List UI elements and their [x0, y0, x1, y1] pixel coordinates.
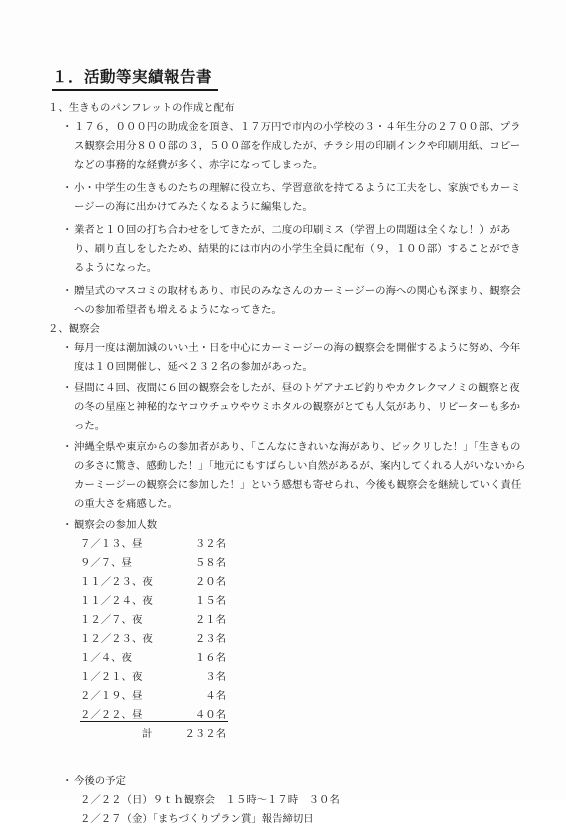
total-label: 計: [142, 728, 153, 740]
bullet-text: 小・中学生の生きものたちの理解に役立ち、学習意欲を持てるように工夫をし、家族でもカーミージーの海に出かけてみたくなるように編集した。: [74, 182, 521, 213]
session-count: ２０名: [194, 576, 226, 588]
bullet-marker: ・: [62, 775, 73, 787]
bullet-text: 贈呈式のマスコミの取材もあり、市民のみなさんのカーミージーの海への関心も深まり、観察会への参加希望者も増えるようになってきた。: [74, 285, 521, 316]
session-date: １１／２３、夜: [80, 576, 153, 588]
schedule-heading-text: 今後の予定: [74, 775, 126, 787]
section-1-bullet-4: [48, 282, 526, 320]
list-item: [80, 687, 526, 706]
bullet-marker: ・: [62, 224, 73, 236]
total-rule: [80, 721, 228, 722]
section-2-heading: ２、観察会: [48, 323, 100, 335]
bullet-text: １７６，０００円の助成金を頂き、１７万円で市内の小学校の３・４年生分の２７００部、プラス観察会用分８００部の３，５００部を作成したが、チラシ用の印刷インクや印刷用紙、コピーなどの事務的な経費が多く、赤字になってしまった。: [74, 121, 521, 171]
section-1-bullet-3: [48, 221, 526, 278]
participants-heading: [48, 516, 526, 535]
session-count: ５８名: [194, 557, 226, 569]
bullet-marker: ・: [62, 285, 73, 297]
bullet-marker: ・: [62, 441, 73, 453]
participants-list: [80, 535, 526, 745]
session-count: ３名: [205, 671, 226, 683]
section-2-bullet-2: [48, 379, 526, 436]
section-1-bullet-1: [48, 118, 526, 175]
session-count: １５名: [194, 595, 226, 607]
session-date: ２／２２、昼: [80, 709, 143, 721]
schedule-item-2: ２／２７（金）「まちづくりプラン賞」報告締切日: [80, 813, 314, 825]
list-item: [80, 573, 526, 592]
session-date: ２／１９、昼: [80, 690, 143, 702]
bullet-text: 沖縄全県や東京からの参加者があり、「こんなにきれいな海があり、ビックリした！」「生きものの多さに驚き、感動した！」「地元にもすばらしい自然があるが、案内してくれる人がいないからカーミージーの観察会に参加した！」という感想も寄せられ、今後も観察会を継続していく責任の重大さを痛感した。: [74, 441, 526, 510]
participants-total: [80, 725, 526, 745]
bullet-marker: ・: [62, 182, 73, 194]
bullet-text: 業者と１０回の打ち合わせをしてきたが、二度の印刷ミス（学習上の問題は全くなし！）があり、刷り直しをしたため、結果的には市内の小学生全員に配布（９，１００部）することができるようになった。: [74, 224, 521, 274]
list-item: [80, 611, 526, 630]
session-date: ７／１３、昼: [80, 538, 143, 550]
section-2-bullet-1: [48, 339, 526, 377]
session-date: １／２１、夜: [80, 671, 143, 683]
list-item: [80, 706, 240, 725]
bullet-marker: ・: [62, 121, 73, 133]
total-value: ２３２名: [184, 728, 226, 740]
schedule-heading: [48, 772, 526, 791]
list-item: [80, 535, 526, 554]
bullet-text: 毎月一度は潮加減のいい土・日を中心にカーミージーの海の観察会を開催するように努め、今年度は１０回開催し、延べ２３２名の参加があった。: [74, 342, 521, 373]
list-item: [80, 592, 526, 611]
session-count: １６名: [194, 652, 226, 664]
document-title: １．活動等実績報告書: [52, 66, 218, 91]
session-count: ４０名: [194, 709, 226, 721]
section-1-bullet-2: [48, 179, 526, 217]
session-count: ２３名: [194, 633, 226, 645]
section-2-bullet-3: [48, 438, 526, 514]
list-item: [80, 668, 526, 687]
schedule-item-1: ２／２２（日）９ｔｈ観察会 １５時～１７時 ３０名: [80, 794, 340, 806]
session-date: ９／７、昼: [80, 557, 132, 569]
session-date: １２／７、夜: [80, 614, 143, 626]
participants-heading-text: 観察会の参加人数: [74, 519, 158, 531]
session-count: ３２名: [194, 538, 226, 550]
section-1-heading: １、生きものパンフレットの作成と配布: [48, 102, 235, 114]
list-item: [80, 554, 526, 573]
bullet-marker: ・: [62, 519, 73, 531]
bullet-marker: ・: [62, 342, 73, 354]
list-item: [80, 630, 526, 649]
session-date: １１／２４、夜: [80, 595, 153, 607]
report-body: [48, 99, 526, 829]
session-date: １２／２３、夜: [80, 633, 153, 645]
session-count: ２１名: [194, 614, 226, 626]
session-date: １／４、夜: [80, 652, 132, 664]
bullet-text: 昼間に４回、夜間に６回の観察会をしたが、昼のトゲアナエビ釣りやカクレクマノミの観察と夜の冬の星座と神秘的なヤコウチュウやウミホタルの観察がとても人気があり、リピーターも多かった。: [74, 382, 521, 432]
bullet-marker: ・: [62, 382, 73, 394]
session-count: ４名: [205, 690, 226, 702]
list-item: [80, 649, 526, 668]
